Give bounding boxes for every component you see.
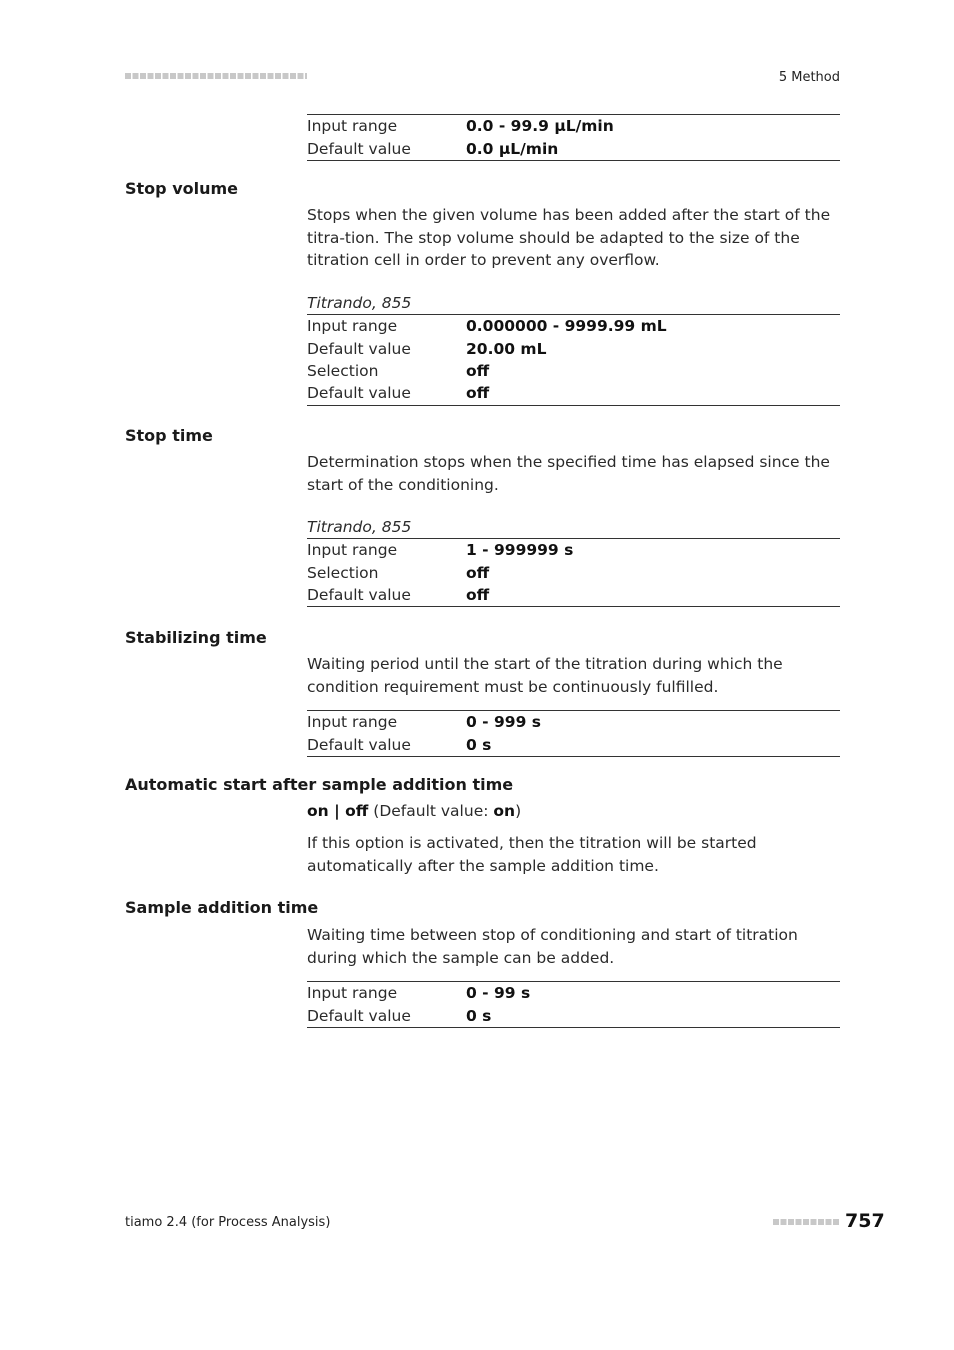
row-value: 0 - 999 s — [466, 713, 541, 732]
default-prefix: (Default value: — [373, 802, 494, 820]
row-label: Default value — [307, 1006, 411, 1025]
table-row — [307, 115, 840, 137]
table-row — [307, 382, 840, 404]
table-row — [307, 539, 840, 561]
row-label: Input range — [307, 117, 398, 136]
row-value: off — [466, 563, 490, 582]
section-title-stop-volume: Stop volume — [125, 179, 239, 198]
row-label: Input range — [307, 317, 398, 336]
footer-product-name: tiamo 2.4 (for Process Analysis) — [125, 1215, 331, 1230]
stop-volume-description: Stops when the given volume has been added after the start of the titra-tion. The stop volume should be adapted to the size of the titration cell in order to prevent any overflow. — [307, 206, 831, 269]
row-label: Selection — [307, 361, 379, 380]
section-title-automatic-start: Automatic start after sample addition time — [125, 775, 514, 794]
table-row — [307, 337, 840, 359]
chapter-label: 5 Method — [778, 70, 840, 85]
row-label: Input range — [307, 713, 398, 732]
row-value: off — [466, 361, 490, 380]
footer-decoration — [773, 1219, 839, 1225]
default-value: on — [493, 802, 516, 820]
table-row — [307, 315, 840, 337]
options-text: on | off — [307, 802, 369, 820]
section-title-stop-time: Stop time — [125, 426, 213, 445]
table-row — [307, 584, 840, 606]
row-value: off — [466, 384, 490, 403]
row-value: 0.0 µL/min — [466, 139, 559, 158]
row-label: Selection — [307, 563, 379, 582]
default-suffix: ) — [515, 802, 522, 820]
row-value: 0 - 99 s — [466, 984, 531, 1003]
row-value: 0 s — [466, 1006, 492, 1025]
row-value: 0.000000 - 9999.99 mL — [466, 317, 667, 336]
table-row — [307, 561, 840, 583]
table-row — [307, 1004, 840, 1026]
row-value: 1 - 999999 s — [466, 541, 574, 560]
table-row — [307, 711, 840, 733]
row-label: Default value — [307, 735, 411, 754]
header-decoration — [125, 73, 307, 79]
row-label: Default value — [307, 585, 411, 604]
row-label: Default value — [307, 339, 411, 358]
row-label: Default value — [307, 384, 411, 403]
stabilizing-time-table — [307, 710, 840, 757]
stop-time-description: Determination stops when the specified time has elapsed since the start of the conditioning. — [307, 453, 830, 494]
table-row — [307, 733, 840, 755]
sample-addition-time-table — [307, 981, 840, 1028]
row-value: off — [466, 585, 490, 604]
row-label: Input range — [307, 541, 398, 560]
row-label: Default value — [307, 139, 411, 158]
stabilizing-time-description: Waiting period until the start of the titration during which the condition requirement must be continuously fulfilled. — [307, 655, 783, 696]
stop-volume-table — [307, 292, 840, 406]
automatic-start-description: If this option is activated, then the titration will be started automatically after the sample addition time. — [307, 834, 757, 875]
row-label: Input range — [307, 984, 398, 1003]
table-row — [307, 137, 840, 159]
table-row — [307, 982, 840, 1004]
row-value: 0.0 - 99.9 µL/min — [466, 117, 614, 136]
page-number: 757 — [845, 1210, 885, 1232]
row-value: 20.00 mL — [466, 339, 547, 358]
table-caption: Titrando, 855 — [307, 294, 412, 312]
section-title-stabilizing-time: Stabilizing time — [125, 628, 267, 647]
row-value: 0 s — [466, 735, 492, 754]
flow-rate-table — [307, 114, 840, 161]
sample-addition-time-description: Waiting time between stop of conditioning and start of titration during which the sample can be added. — [307, 926, 798, 967]
table-caption: Titrando, 855 — [307, 518, 412, 536]
automatic-start-options — [307, 800, 842, 823]
table-row — [307, 360, 840, 382]
section-title-sample-addition-time: Sample addition time — [125, 898, 319, 917]
stop-time-table — [307, 516, 840, 607]
